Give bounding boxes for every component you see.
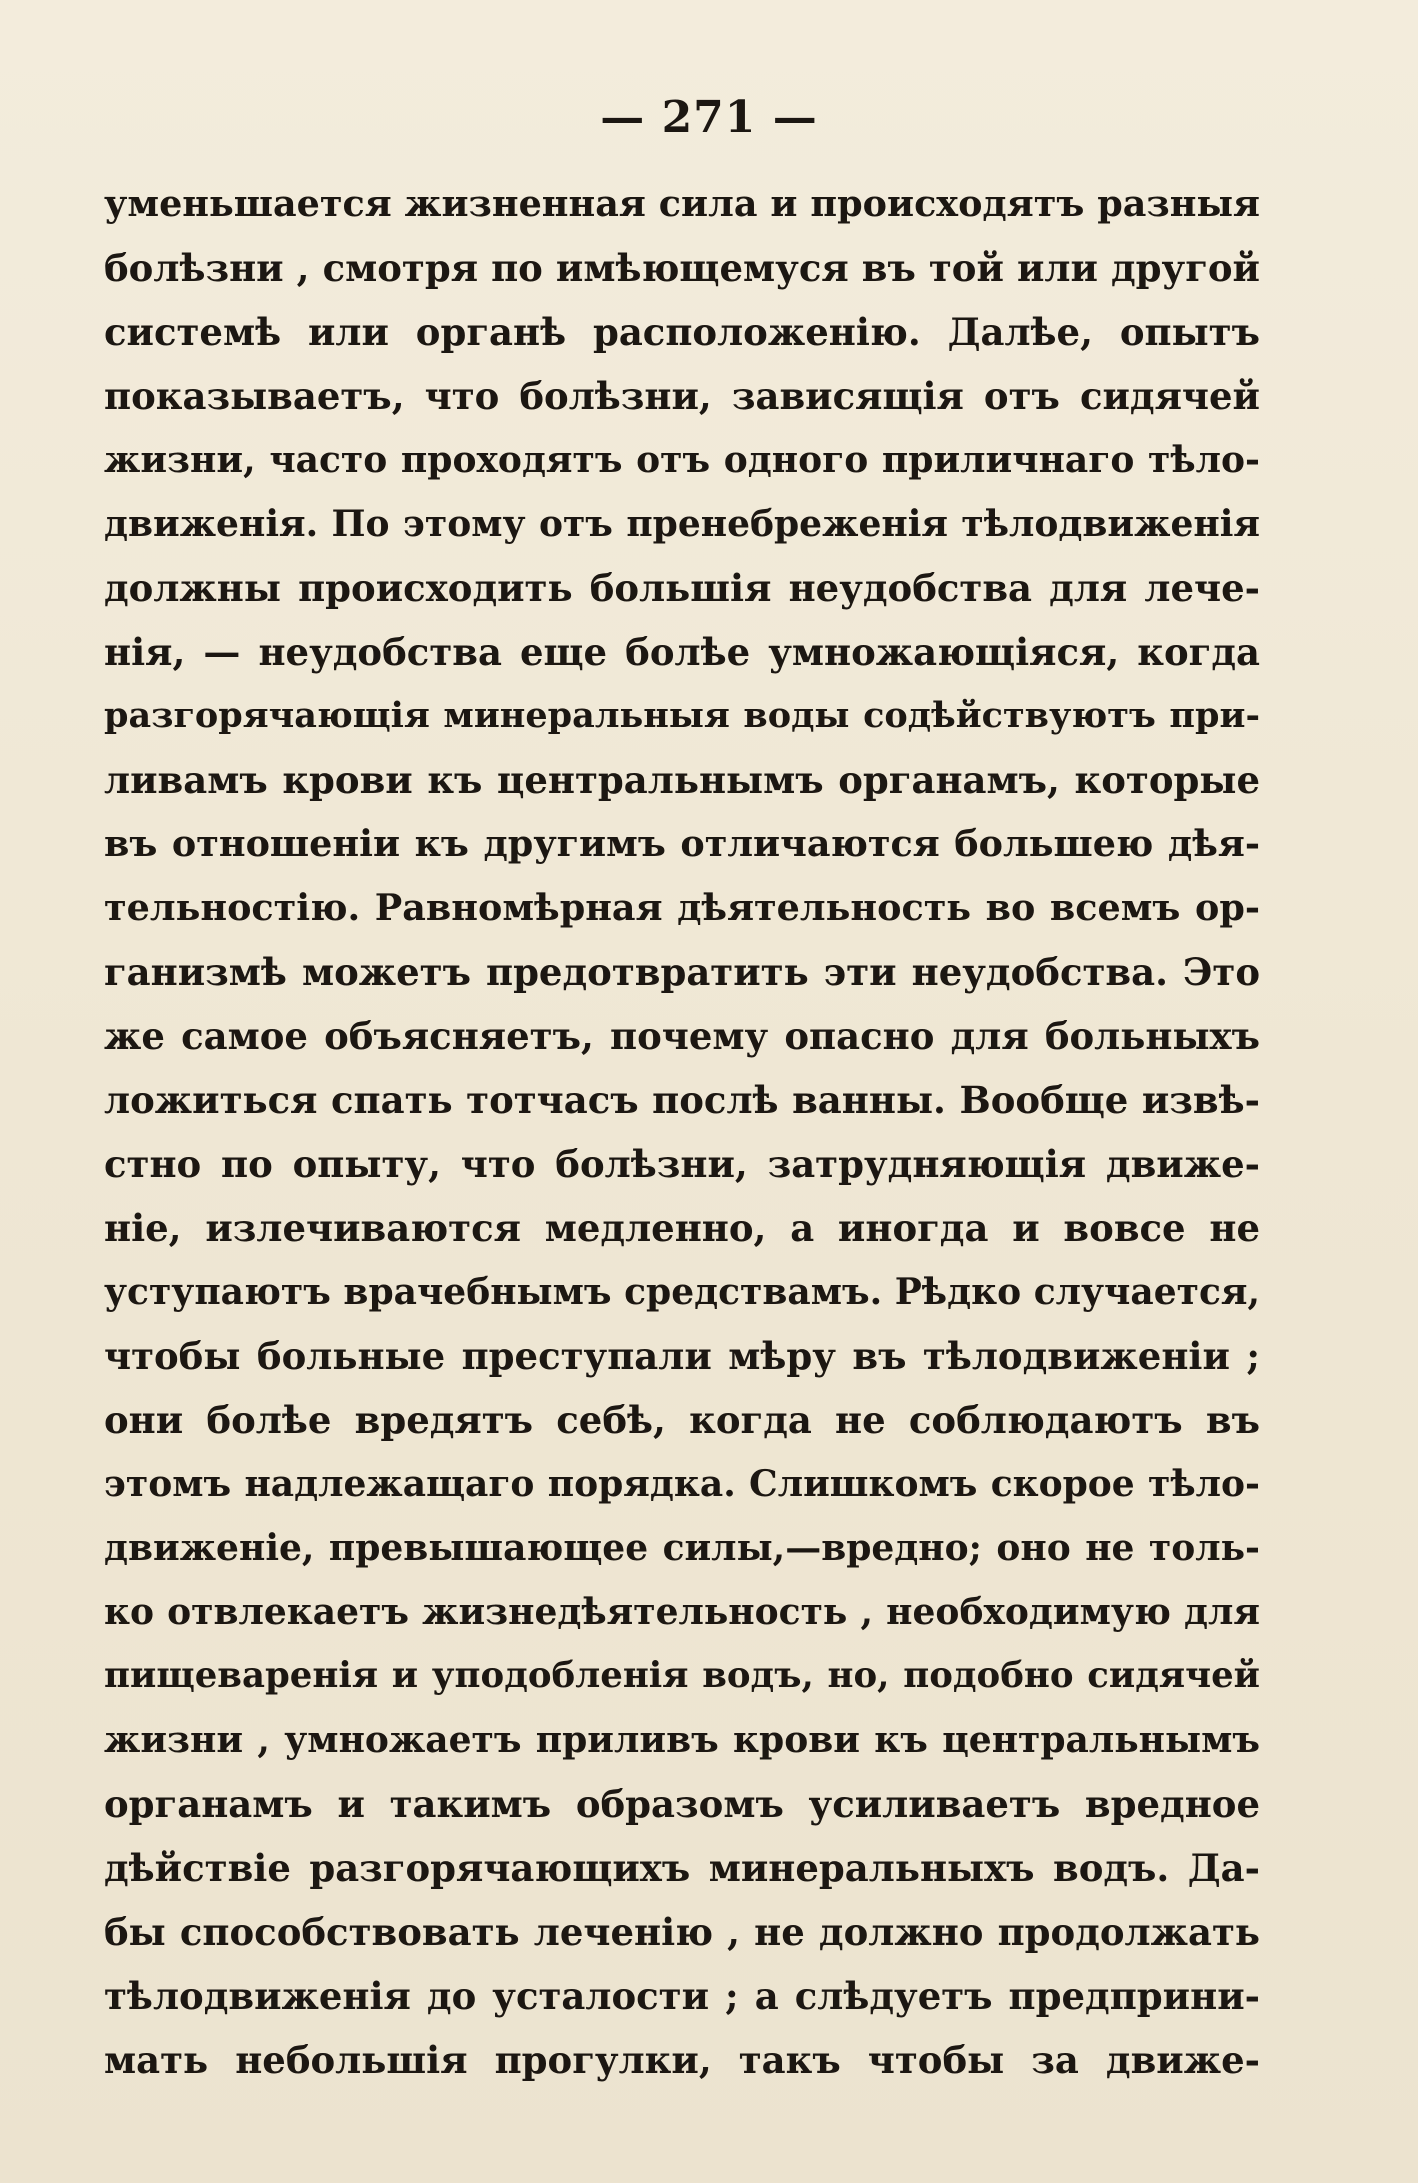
text-line-14: же самое объясняетъ, почему опасно для больныхъ <box>104 1014 1260 1058</box>
text-line-6: движенія. По этому отъ пренебреженія тѣлодвиженія <box>104 503 1260 545</box>
text-line-13: ганизмѣ можетъ предотвратить эти неудобства. Это <box>104 950 1260 994</box>
text-line-4: показываетъ, что болѣзни, зависящія отъ сидячей <box>104 374 1260 418</box>
text-line-11: въ отношеніи къ другимъ отличаются большею дѣя- <box>104 822 1260 865</box>
text-line-23: ко отвлекаетъ жизнедѣятельность , необходимую для <box>104 1591 1260 1633</box>
text-line-5: жизни, часто проходятъ отъ одного приличнаго тѣло- <box>104 439 1260 481</box>
text-line-3: системѣ или органѣ расположенію. Далѣе, опытъ <box>104 310 1260 354</box>
text-line-2: болѣзни , смотря по имѣющемуся въ той или другой <box>104 246 1260 290</box>
text-line-12: тельностію. Равномѣрная дѣятельность во всемъ ор- <box>104 886 1260 929</box>
text-line-25: жизни , умножаетъ приливъ крови къ центральнымъ <box>104 1719 1260 1761</box>
text-line-17: ніе, излечиваются медленно, а иногда и вовсе не <box>104 1206 1260 1250</box>
text-line-19: чтобы больные преступали мѣру въ тѣлодвиженіи ; <box>104 1334 1260 1378</box>
text-line-7: должны происходить большія неудобства для лече- <box>104 566 1260 610</box>
text-line-21: этомъ надлежащаго порядка. Слишкомъ скорое тѣло- <box>104 1463 1260 1505</box>
text-line-22: движеніе, превышающее силы,—вредно; оно не толь- <box>104 1527 1260 1569</box>
text-line-18: уступаютъ врачебнымъ средствамъ. Рѣдко случается, <box>104 1271 1260 1313</box>
text-line-10: ливамъ крови къ центральнымъ органамъ, которые <box>104 758 1260 802</box>
text-line-8: нія, — неудобства еще болѣе умножающіяся, когда <box>104 630 1260 674</box>
page-number: — 271 — <box>600 92 818 143</box>
text-line-29: тѣлодвиженія до усталости ; а слѣдуетъ предприни- <box>104 1974 1260 2018</box>
body-text <box>104 172 1260 2092</box>
text-line-1: уменьшается жизненная сила и происходятъ разныя <box>104 182 1260 225</box>
text-line-30: мать небольшія прогулки, такъ чтобы за движе- <box>104 2038 1260 2082</box>
text-line-20: они болѣе вредятъ себѣ, когда не соблюдаютъ въ <box>104 1398 1260 1442</box>
text-line-24: пищеваренія и уподобленія водъ, но, подобно сидячей <box>104 1655 1260 1696</box>
text-line-26: органамъ и такимъ образомъ усиливаетъ вредное <box>104 1782 1260 1826</box>
text-line-28: бы способствовать леченію , не должно продолжать <box>104 1910 1260 1954</box>
text-line-27: дѣйствіе разгорячающихъ минеральныхъ водъ. Да- <box>104 1846 1260 1890</box>
text-line-16: стно по опыту, что болѣзни, затрудняющія движе- <box>104 1142 1260 1186</box>
text-line-9: разгорячающія минеральныя воды содѣйствуютъ при- <box>104 695 1260 736</box>
text-line-15: ложиться спать тотчасъ послѣ ванны. Вообще извѣ- <box>104 1078 1260 1122</box>
